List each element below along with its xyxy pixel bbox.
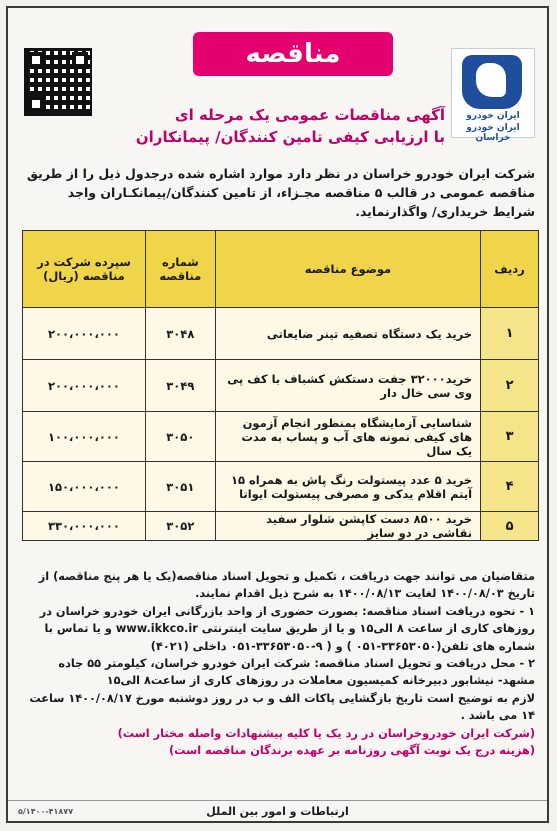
tender-subject: خرید ۸۵۰۰ دست کاپشن شلوار سفید نقاشی در دو سایز xyxy=(215,512,480,541)
table-row xyxy=(23,308,539,360)
tender-subject: شناسایی آزمایشگاه بمنظور انجام آزمون های کیفی نمونه های آب و پساب به مدت یک سال xyxy=(215,412,480,462)
col-header-deposit: سپرده شرکت در مناقصه (ریال) xyxy=(23,231,146,308)
tender-deposit: ۲۰۰،۰۰۰،۰۰۰ xyxy=(23,360,146,412)
tender-subject: خرید ۵ عدد پیستولت رنگ پاش به همراه ۱۵ آیتم اقلام یدکی و مصرفی پیستولت ایواتا xyxy=(215,462,480,512)
tender-table xyxy=(22,230,539,541)
notice-footer xyxy=(8,800,547,824)
tender-deposit: ۳۳۰،۰۰۰،۰۰۰ xyxy=(23,512,146,541)
col-header-number: شماره مناقصه xyxy=(145,231,215,308)
row-index: ۲ xyxy=(481,360,539,412)
notes-opening-date: لازم به توضیح است تاریخ بازگشایی پاکات الف و ب در روز دوشنبه مورخ ۱۴۰۰/۰۸/۱۷ ساعت ۱۴ می باشد . xyxy=(29,691,535,723)
tender-number: ۳۰۵۰ xyxy=(145,412,215,462)
table-row xyxy=(23,412,539,462)
row-index: ۵ xyxy=(481,512,539,541)
notice-subtitle-1: آگهی مناقصات عمومی یک مرحله ای xyxy=(174,106,445,124)
logo-text-primary: ایران خودرو xyxy=(466,111,520,121)
notes-ad-cost: (هزینه درج یک نوبت آگهی روزنامه بر عهده برندگان مناقصه است) xyxy=(169,744,535,758)
notes-deadline: متقاضیان می توانند جهت دریافت ، تکمیل و تحویل اسناد مناقصه(یک یا هر پنج مناقصه) از تاریخ ۱۴۰۰/۰۸/۰۳ لغایت ۱۴۰۰/۰۸/۱۳ به شرح ذیل اقدام نمایند. xyxy=(38,570,535,601)
notice-title: مناقصه xyxy=(193,32,393,76)
notes-section xyxy=(22,568,535,759)
horse-head-icon xyxy=(462,55,522,109)
intro-paragraph: شرکت ایران خودرو خراسان در نظر دارد موارد اشاره شده درجدول ذیل را از طریق مناقصه عمومی در قالب ۵ مناقصه مجـزاء، از تامین کنندگان/پیمانکـاران واجد شرایط خریداری/ واگذارنماید. xyxy=(26,166,535,219)
qr-finder-icon xyxy=(72,52,88,68)
table-header-row xyxy=(23,231,539,308)
table-row xyxy=(23,360,539,412)
notes-how-to-get: ۱ - نحوه دریافت اسناد مناقصه: بصورت حضوری از واحد بازرگانی ایران خودرو خراسان در روزهای کاری از ساعت ۸ الی۱۵ و یا از طریق سایت اینترنتی www.ikkco.ir و یا تماس با شماره های تلفن(۳۳۶۵۳۰۵۰-۰۵۱ ) و ( ۹-۳۳۶۵۳۰۵۰-۰۵۱ داخلی (۴۰۲۱) xyxy=(39,604,535,653)
row-index: ۱ xyxy=(481,308,539,360)
notice-subtitle-2: با ارزیابی کیفی تامین کنندگان/ پیمانکاران xyxy=(135,128,445,146)
logo-text-secondary: ایران خودرو خراسان xyxy=(466,123,520,143)
iran-khodro-logo xyxy=(451,48,535,143)
tender-deposit: ۲۰۰،۰۰۰،۰۰۰ xyxy=(23,308,146,360)
tender-number: ۳۰۵۲ xyxy=(145,512,215,541)
qr-finder-icon xyxy=(28,96,44,112)
notice-header xyxy=(8,8,547,153)
tender-deposit: ۱۵۰،۰۰۰،۰۰۰ xyxy=(23,462,146,512)
col-header-subject: موضوع مناقصه xyxy=(215,231,480,308)
notes-location: ۲ - محل دریافت و تحویل اسناد مناقصه: شرکت ایران خودرو خراسان، کیلومتر ۵۵ جاده مشهد- نیشابور دبیرخانه کمیسیون معاملات در روزهای کاری از ساعت۸ الی۱۵ xyxy=(58,657,535,688)
notes-right-to-reject: (شرکت ایران خودروخراسان در رد یک یا کلیه پیشنهادات واصله مختار است) xyxy=(117,726,535,740)
row-index: ۴ xyxy=(481,462,539,512)
qr-code[interactable] xyxy=(24,48,92,116)
footer-code: ۵/۱۴۰۰-۴۱۸۷۷ xyxy=(18,807,74,816)
qr-finder-icon xyxy=(28,52,44,68)
tender-subject: خرید یک دستگاه تصفیه تینر ضایعاتی xyxy=(215,308,480,360)
tender-deposit: ۱۰۰،۰۰۰،۰۰۰ xyxy=(23,412,146,462)
tender-number: ۳۰۵۱ xyxy=(145,462,215,512)
row-index: ۳ xyxy=(481,412,539,462)
table-row xyxy=(23,462,539,512)
tender-number: ۳۰۴۹ xyxy=(145,360,215,412)
footer-department: ارتباطات و امور بین الملل xyxy=(206,805,349,818)
col-header-row: ردیف xyxy=(481,231,539,308)
tender-number: ۳۰۴۸ xyxy=(145,308,215,360)
tender-notice xyxy=(6,6,549,823)
tender-subject: خرید۳۲۰۰۰ جفت دستکش کشباف با کف پی وی سی خال دار xyxy=(215,360,480,412)
table-row xyxy=(23,512,539,541)
